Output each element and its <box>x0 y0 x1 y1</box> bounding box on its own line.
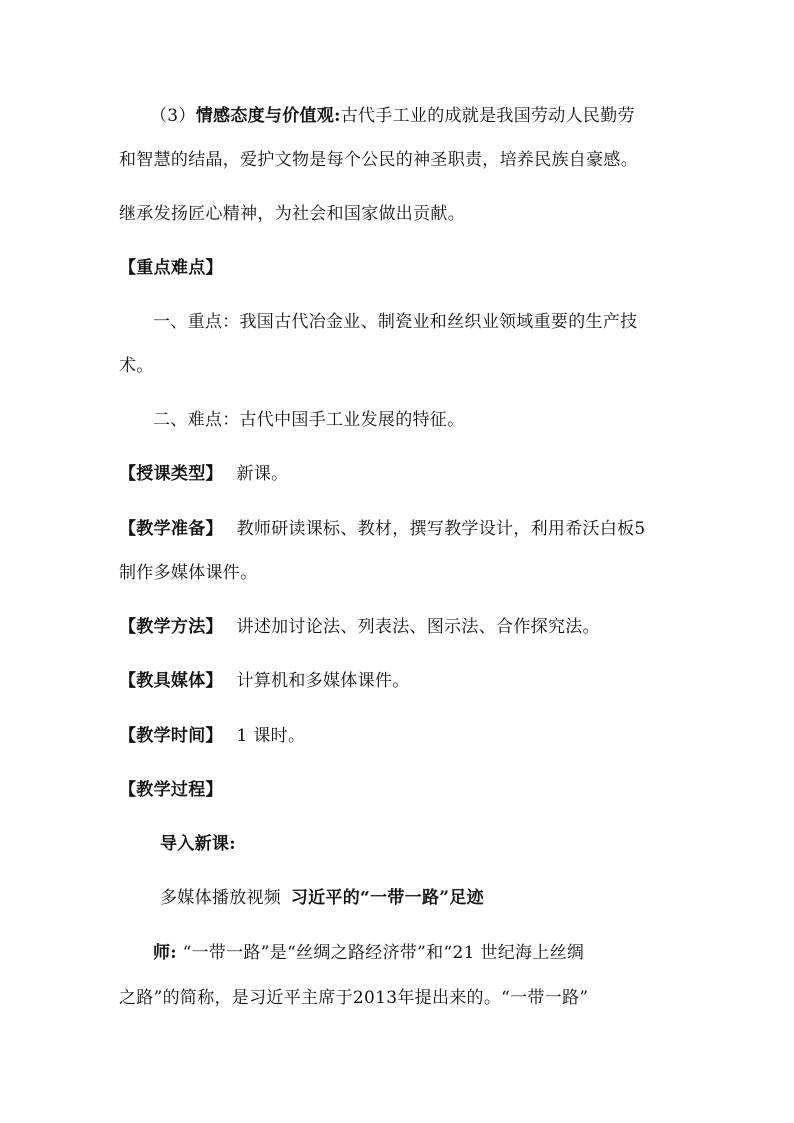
lesson-type-heading: 【授课类型】 <box>119 464 223 484</box>
video-row <box>160 886 484 910</box>
emotion-line-1 <box>150 104 635 128</box>
emotion-line-2: 和智慧的结晶，爱护文物是每个公民的神圣职责，培养民族自豪感。 <box>119 150 638 170</box>
lesson-type-row <box>119 462 288 486</box>
teacher-line-1 <box>153 941 584 965</box>
key-point-line-1: 一、重点：我国古代冶金业、制瓷业和丝织业领域重要的生产技 <box>153 312 638 332</box>
video-prefix: 多媒体播放视频 <box>160 888 282 908</box>
emotion-line-3: 继承发扬匠心精神，为社会和国家做出贡献。 <box>119 204 465 224</box>
methods-heading: 【教学方法】 <box>119 617 223 637</box>
key-difficult-heading: 【重点难点】 <box>119 258 223 278</box>
preparation-heading: 【教学准备】 <box>119 519 223 539</box>
teacher-label: 师: <box>153 943 177 963</box>
emotion-line-1-text: 古代手工业的成就是我国劳动人民勤劳 <box>340 106 635 126</box>
emotion-prefix: （3） <box>150 106 196 126</box>
methods-row <box>119 615 600 639</box>
methods-value: 讲述加讨论法、列表法、图示法、合作探究法。 <box>236 617 600 637</box>
emotion-label: 情感态度与价值观: <box>195 106 341 126</box>
preparation-line-2: 制作多媒体课件。 <box>119 563 258 583</box>
preparation-line-1: 教师研读课标、教材，撰写教学设计，利用希沃白板5 <box>236 519 646 539</box>
time-row <box>119 724 305 748</box>
media-row <box>119 669 410 693</box>
time-value: 1 课时。 <box>236 726 306 746</box>
media-heading: 【教具媒体】 <box>119 671 223 691</box>
key-point-line-2: 术。 <box>119 356 154 376</box>
lesson-type-value: 新课。 <box>236 464 289 484</box>
video-title: 习近平的“一带一路”足迹 <box>290 888 484 908</box>
time-heading: 【教学时间】 <box>119 726 223 746</box>
difficult-point-line: 二、难点：古代中国手工业发展的特征。 <box>153 410 465 430</box>
preparation-row <box>119 517 646 541</box>
media-value: 计算机和多媒体课件。 <box>236 671 410 691</box>
teacher-line-1-text: “一带一路”是“丝绸之路经济带”和“21 世纪海上丝绸 <box>182 943 585 963</box>
teacher-line-2: 之路”的简称，是习近平主席于2013年提出来的。“一带一路” <box>119 988 589 1008</box>
process-heading: 【教学过程】 <box>119 780 223 800</box>
intro-label: 导入新课: <box>160 834 236 854</box>
